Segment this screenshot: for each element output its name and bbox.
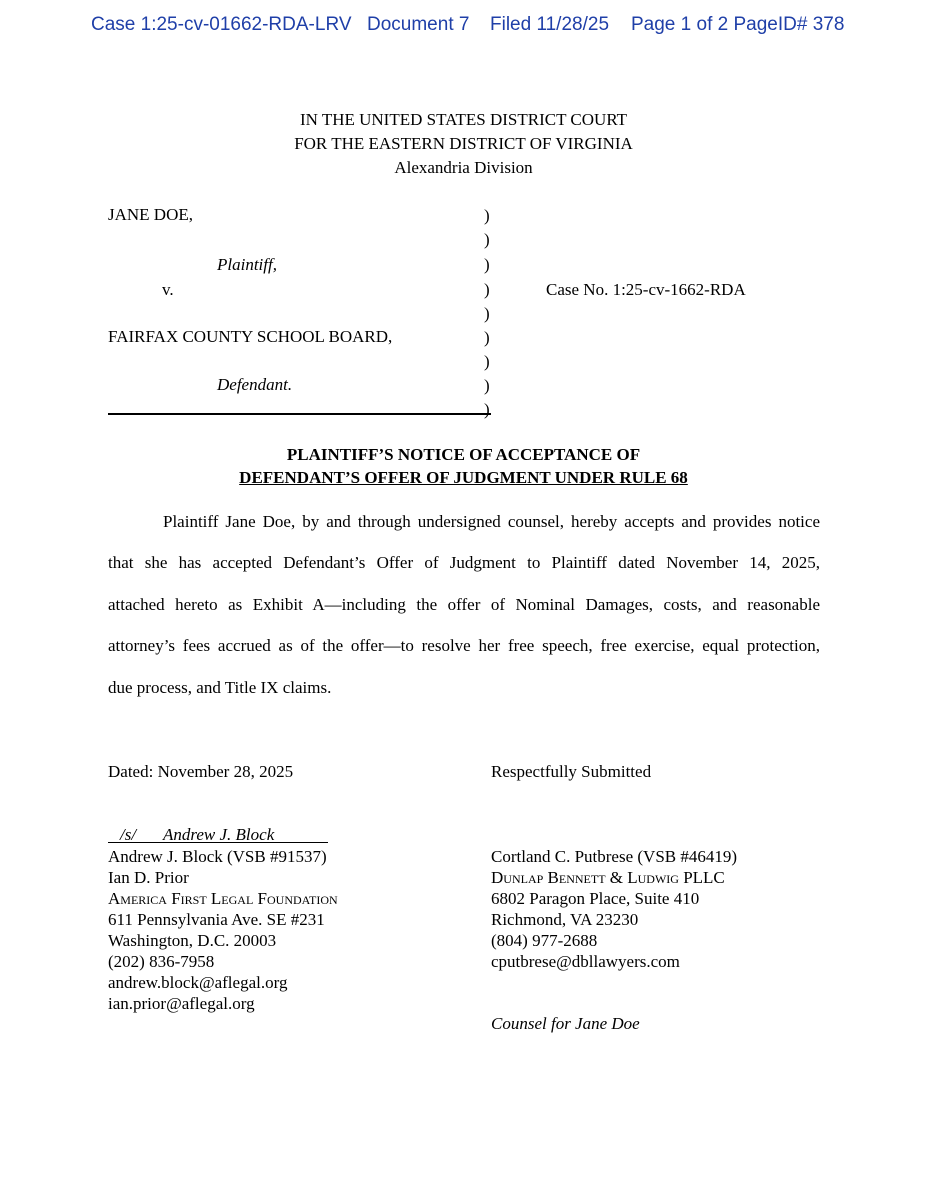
caption-paren: ) [484,206,490,225]
address-line: Richmond, VA 23230 [491,910,639,929]
signature-name: Andrew J. Block [163,825,275,844]
document-title-line2: DEFENDANT’S OFFER OF JUDGMENT UNDER RULE 68 [239,468,688,487]
body-line: attached hereto as Exhibit A—including the offer of Nominal Damages, costs, and reasonable [108,595,820,614]
caption-rule [108,413,491,415]
defendant-role: Defendant. [217,375,293,394]
body-line: that she has accepted Defendant’s Offer of Judgment to Plaintiff dated November 14, 2025, [108,553,820,572]
document-title-line2-wrap [0,468,927,488]
document-title-line1: PLAINTIFF’S NOTICE OF ACCEPTANCE OF [286,445,641,464]
caption-paren: ) [484,304,490,323]
stamp-page-id: Page 1 of 2 PageID# 378 [631,14,845,35]
address-line: Washington, D.C. 20003 [108,931,277,950]
email-address: cputbrese@dbllawyers.com [491,952,680,971]
phone-number: (202) 836-7958 [108,952,215,971]
stamp-filed-date: Filed 11/28/25 [490,14,610,35]
plaintiff-role: Plaintiff, [217,255,277,274]
firm-name: America First Legal Foundation [108,889,338,908]
court-name: IN THE UNITED STATES DISTRICT COURT [299,110,628,129]
court-division: Alexandria Division [394,158,533,177]
stamp-document-number: Document 7 [367,14,470,35]
court-district: FOR THE EASTERN DISTRICT OF VIRGINIA [294,134,633,153]
case-number: Case No. 1:25-cv-1662-RDA [546,280,746,299]
address-line: 6802 Paragon Place, Suite 410 [491,889,700,908]
caption-paren: ) [484,255,490,274]
caption-paren: ) [484,352,490,371]
stamp-case-number: Case 1:25-cv-01662-RDA-LRV [91,14,352,35]
caption-paren: ) [484,328,490,347]
counsel-name: Cortland C. Putbrese (VSB #46419) [491,847,738,866]
caption-paren: ) [484,400,490,419]
versus-label: v. [162,280,174,299]
firm-name: Dunlap Bennett & Ludwig PLLC [491,868,725,887]
counsel-name: Andrew J. Block (VSB #91537) [108,847,327,866]
signature-prefix: /s/ [120,825,137,844]
left-counsel-block [108,846,338,1014]
body-line: due process, and Title IX claims. [108,678,332,697]
respectfully-submitted: Respectfully Submitted [491,762,652,781]
body-line: Plaintiff Jane Doe, by and through undersigned counsel, hereby accepts and provides notice [163,512,820,531]
counsel-name: Ian D. Prior [108,868,189,887]
caption-paren: ) [484,230,490,249]
right-counsel-block [491,846,737,972]
counsel-for: Counsel for Jane Doe [491,1014,640,1033]
phone-number: (804) 977-2688 [491,931,598,950]
dated-line: Dated: November 28, 2025 [108,762,294,781]
caption-paren: ) [484,376,490,395]
signature-line [108,824,328,843]
caption-paren: ) [484,280,490,299]
defendant-name: FAIRFAX COUNTY SCHOOL BOARD, [108,327,393,346]
plaintiff-name: JANE DOE, [108,205,193,224]
email-address: andrew.block@aflegal.org [108,973,288,992]
body-line: attorney’s fees accrued as of the offer—to resolve her free speech, free exercise, equal protection, [108,636,820,655]
email-address: ian.prior@aflegal.org [108,994,255,1013]
address-line: 611 Pennsylvania Ave. SE #231 [108,910,325,929]
